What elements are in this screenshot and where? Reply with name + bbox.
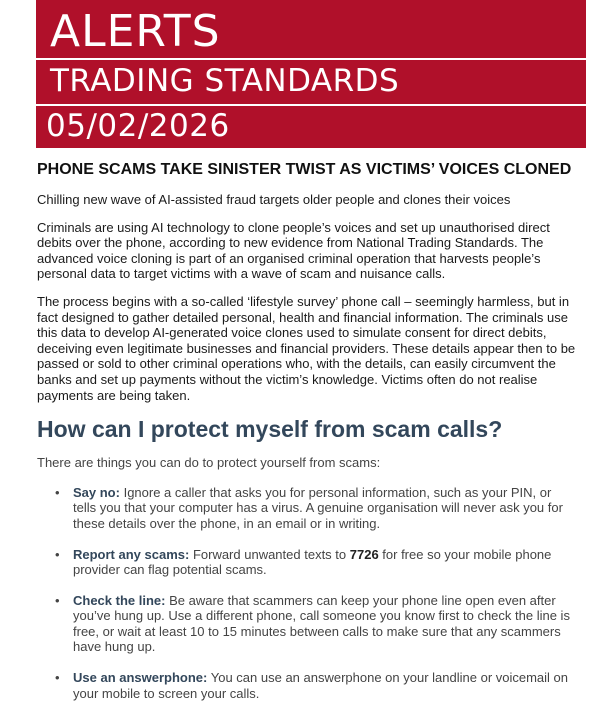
tip-text: Forward unwanted texts to: [189, 546, 350, 562]
tips-list: [37, 485, 577, 702]
bullet-icon: •: [55, 546, 60, 562]
banner-divider: [36, 58, 586, 60]
article-headline: PHONE SCAMS TAKE SINISTER TWIST AS VICTIMS’ VOICES CLONED: [37, 161, 572, 178]
tip-term: Check the line:: [73, 592, 166, 608]
alert-banner: [36, 0, 586, 148]
banner-title: ALERTS: [50, 6, 221, 57]
tip-term: Say no:: [73, 484, 120, 500]
section-intro: There are things you can do to protect yourself from scams:: [37, 455, 381, 471]
bullet-icon: •: [55, 670, 60, 686]
banner-subtitle: TRADING STANDARDS: [50, 63, 400, 99]
article-paragraph: Criminals are using AI technology to clone people’s voices and set up unauthorised direct debits over the phone, according to new evidence from National Trading Standards. The advanced voice cloning is part of an organised criminal operation that harvests people’s personal data to target victims with a wave of scam and nuisance calls.: [37, 219, 550, 282]
tip-text: You can use an answerphone on your landline or voicemail on your mobile to screen your calls.: [73, 670, 569, 701]
tip-text: Be aware that scammers can keep your phone line open even after you’ve hung up. Use a different phone, call someone you know first to check the line is free, or wait at least 10 to 15 minutes between calls to make sure that any scammers have hung up.: [73, 592, 570, 655]
report-number: 7726: [349, 546, 379, 562]
tip-text: for free so your mobile phone provider can flag potential scams.: [73, 546, 552, 578]
bullet-icon: •: [55, 592, 60, 608]
article-body: [37, 160, 577, 716]
article-paragraph: The process begins with a so-called ‘lifestyle survey’ phone call – seemingly harmless, but in fact designed to gather detailed personal, health and financial information. The criminals use this data to develop AI-generated voice clones used to simulate consent for direct debits, deceiving even legitimate businesses and financial providers. These details appear then to be passed or sold to other criminal operations who, with the details, can easily circumvent the banks and set up payments without the victim’s knowledge. Victims often do not realise payments are being taken.: [37, 293, 576, 403]
tip-term: Report any scams:: [73, 546, 190, 562]
list-item: [37, 547, 577, 578]
bullet-icon: •: [55, 484, 60, 500]
list-item: [37, 593, 577, 655]
article-subheading: Chilling new wave of AI-assisted fraud targets older people and clones their voices: [37, 192, 511, 207]
section-heading: How can I protect myself from scam calls?: [37, 416, 503, 443]
list-item: [37, 485, 577, 532]
tip-text: Ignore a caller that asks you for personal information, such as your PIN, or tells you that your computer has a virus. A genuine organisation will never ask you for these details over the phone, in an email or in writing.: [73, 484, 563, 531]
list-item: [37, 670, 577, 701]
tip-term: Use an answerphone:: [73, 670, 208, 686]
banner-date: 05/02/2026: [46, 108, 230, 144]
